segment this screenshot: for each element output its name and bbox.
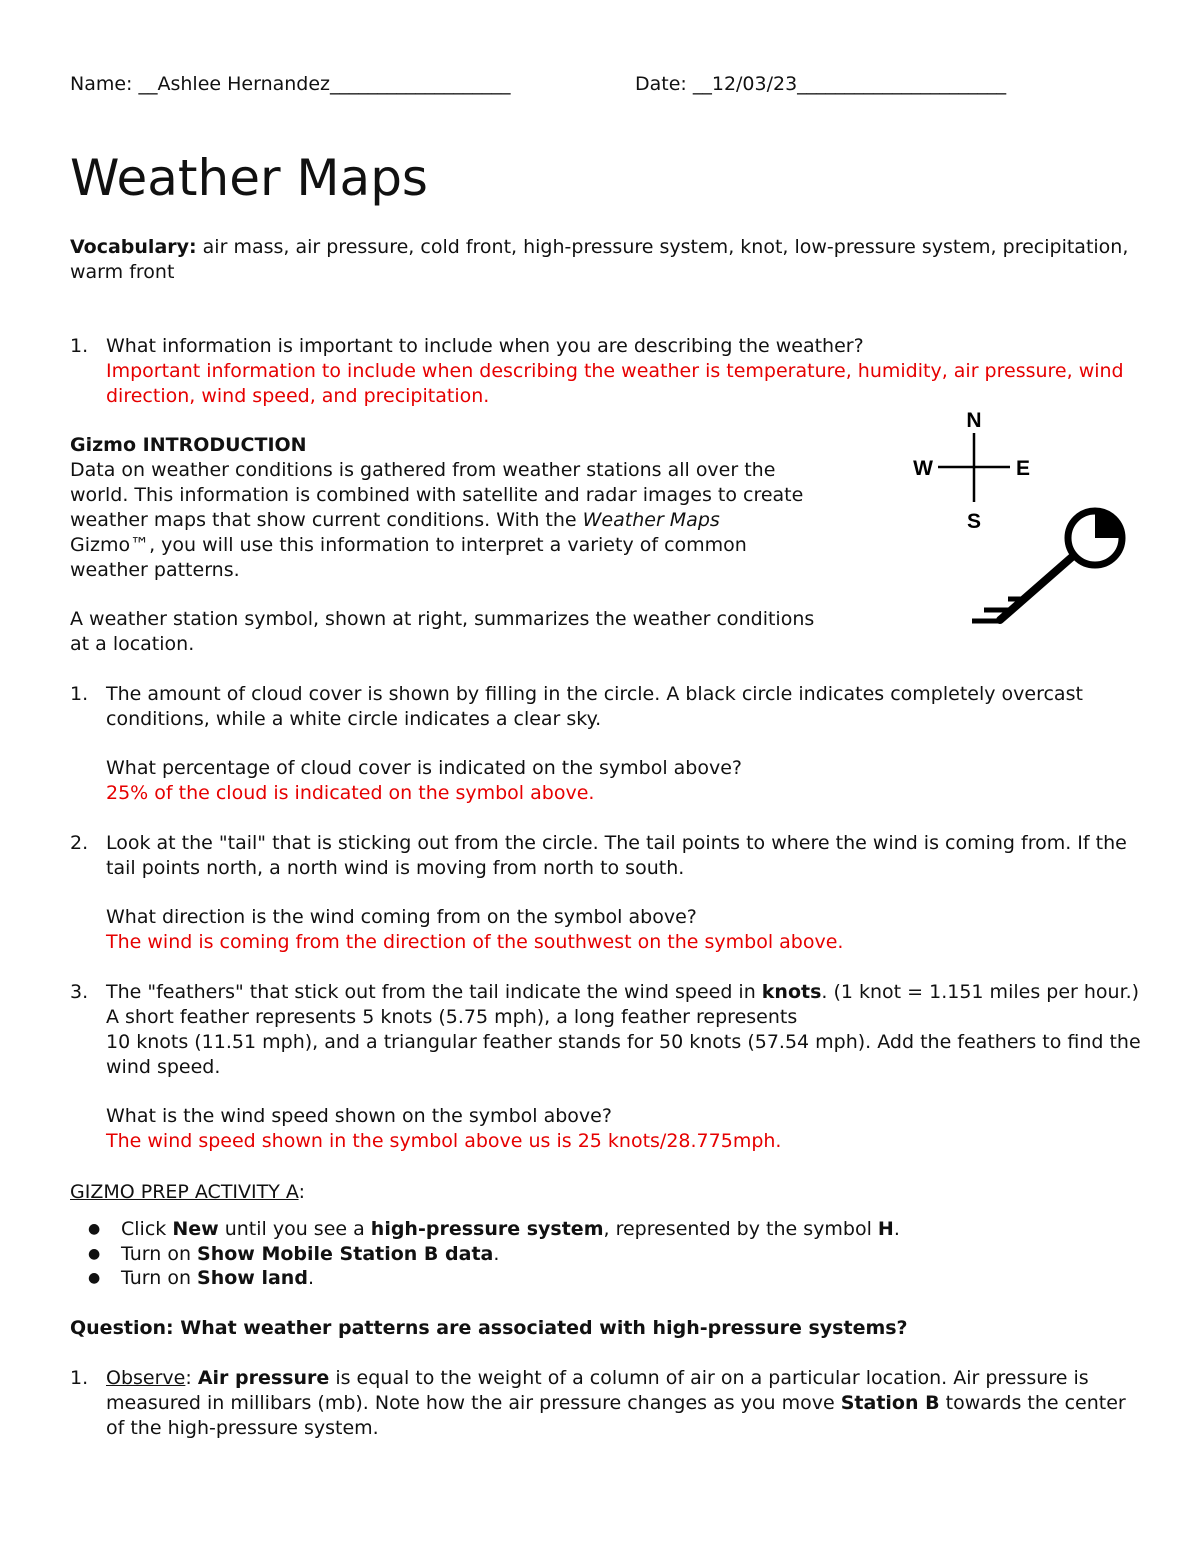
cloud-cover-text: The amount of cloud cover is shown by filling in the circle. A black circle indicates completely overcast bbox=[106, 683, 1083, 705]
intro-paragraph-line: Data on weather conditions is gathered from weather stations all over the bbox=[70, 459, 776, 481]
intro-paragraph-line: Gizmo™, you will use this information to interpret a variety of common bbox=[70, 534, 747, 556]
activity-question: Question: What weather patterns are associated with high-pressure systems? bbox=[70, 1317, 908, 1339]
wind-direction-text: Look at the "tail" that is sticking out from the circle. The tail points to where the wind is coming from. If the bbox=[106, 832, 1127, 854]
cloud-cover-question: What percentage of cloud cover is indicated on the symbol above? bbox=[106, 757, 742, 779]
item-number: 2. bbox=[70, 832, 89, 854]
item-number: 1. bbox=[70, 1367, 89, 1389]
wind-speed-text: wind speed. bbox=[106, 1056, 221, 1078]
wind-speed-text: The "feathers" that stick out from the tail indicate the wind speed in knots. (1 knot = 1.151 miles per hour.) bbox=[106, 981, 1140, 1003]
gizmo-name: Weather Maps bbox=[582, 509, 720, 531]
prep-step-click-new: Click New until you see a high-pressure system, represented by the symbol H. bbox=[121, 1218, 900, 1240]
intro-paragraph-line: weather maps that show current conditions. With the Weather Maps bbox=[70, 509, 720, 531]
compass-rose bbox=[913, 409, 1030, 533]
weather-station-symbol bbox=[900, 405, 1140, 640]
cloud-cover-fill bbox=[1095, 511, 1122, 538]
vocabulary-label: Vocabulary: bbox=[70, 236, 197, 258]
date-field: Date: __12/03/23______________________ bbox=[635, 73, 1007, 95]
intro-paragraph-line: at a location. bbox=[70, 633, 195, 655]
item-number: 1. bbox=[70, 683, 89, 705]
intro-paragraph-line: world. This information is combined with satellite and radar images to create bbox=[70, 484, 804, 506]
prep-step-show-station-b: Turn on Show Mobile Station B data. bbox=[121, 1243, 500, 1265]
cloud-cover-answer: 25% of the cloud is indicated on the symbol above. bbox=[106, 782, 595, 804]
wind-speed-text: 10 knots (11.51 mph), and a triangular feather stands for 50 knots (57.54 mph). Add the feathers to find the bbox=[106, 1031, 1141, 1053]
observe-text: measured in millibars (mb). Note how the air pressure changes as you move Station B towards the center bbox=[106, 1392, 1126, 1414]
name-field: Name: __Ashlee Hernandez___________________ bbox=[70, 73, 511, 95]
intro-heading: Gizmo INTRODUCTION bbox=[70, 434, 307, 456]
wind-direction-question: What direction is the wind coming from on the symbol above? bbox=[106, 906, 697, 928]
prep-activity-heading: GIZMO PREP ACTIVITY A: bbox=[70, 1181, 305, 1203]
bullet-icon: ● bbox=[88, 1246, 101, 1262]
bullet-icon: ● bbox=[88, 1221, 101, 1237]
wind-speed-answer: The wind speed shown in the symbol above us is 25 knots/28.775mph. bbox=[106, 1130, 782, 1152]
compass-south-label: S bbox=[966, 510, 982, 533]
prep-step-show-land: Turn on Show land. bbox=[121, 1267, 314, 1289]
compass-north-label: N bbox=[966, 409, 982, 432]
station-model bbox=[972, 511, 1122, 621]
weather-info-answer-line-1: Important information to include when describing the weather is temperature, humidity, air pressure, wind bbox=[106, 360, 1124, 382]
intro-paragraph-line: weather patterns. bbox=[70, 559, 240, 581]
page-title: Weather Maps bbox=[70, 149, 428, 207]
observe-text: Observe: Air pressure is equal to the weight of a column of air on a particular location. Air pressure is bbox=[106, 1367, 1089, 1389]
vocabulary-line-1 bbox=[70, 235, 1128, 260]
wind-speed-question: What is the wind speed shown on the symbol above? bbox=[106, 1105, 612, 1127]
compass-west-label: W bbox=[913, 457, 933, 480]
bullet-icon: ● bbox=[88, 1270, 101, 1286]
weather-info-answer-line-2: direction, wind speed, and precipitation. bbox=[106, 385, 490, 407]
wind-direction-answer: The wind is coming from the direction of the southwest on the symbol above. bbox=[106, 931, 844, 953]
question-number: 1. bbox=[70, 335, 89, 357]
cloud-cover-text: conditions, while a white circle indicates a clear sky. bbox=[106, 708, 602, 730]
intro-paragraph-line: A weather station symbol, shown at right, summarizes the weather conditions bbox=[70, 608, 815, 630]
compass-east-label: E bbox=[1015, 457, 1031, 480]
wind-direction-text: tail points north, a north wind is moving from north to south. bbox=[106, 857, 685, 879]
item-number: 3. bbox=[70, 981, 89, 1003]
wind-speed-text: A short feather represents 5 knots (5.75 mph), a long feather represents bbox=[106, 1006, 798, 1028]
vocabulary-text: air mass, air pressure, cold front, high-pressure system, knot, low-pressure system, precipitation, bbox=[196, 236, 1129, 258]
weather-info-question: What information is important to include when you are describing the weather? bbox=[106, 335, 864, 357]
vocabulary-line-2: warm front bbox=[70, 261, 175, 283]
observe-text: of the high-pressure system. bbox=[106, 1417, 379, 1439]
